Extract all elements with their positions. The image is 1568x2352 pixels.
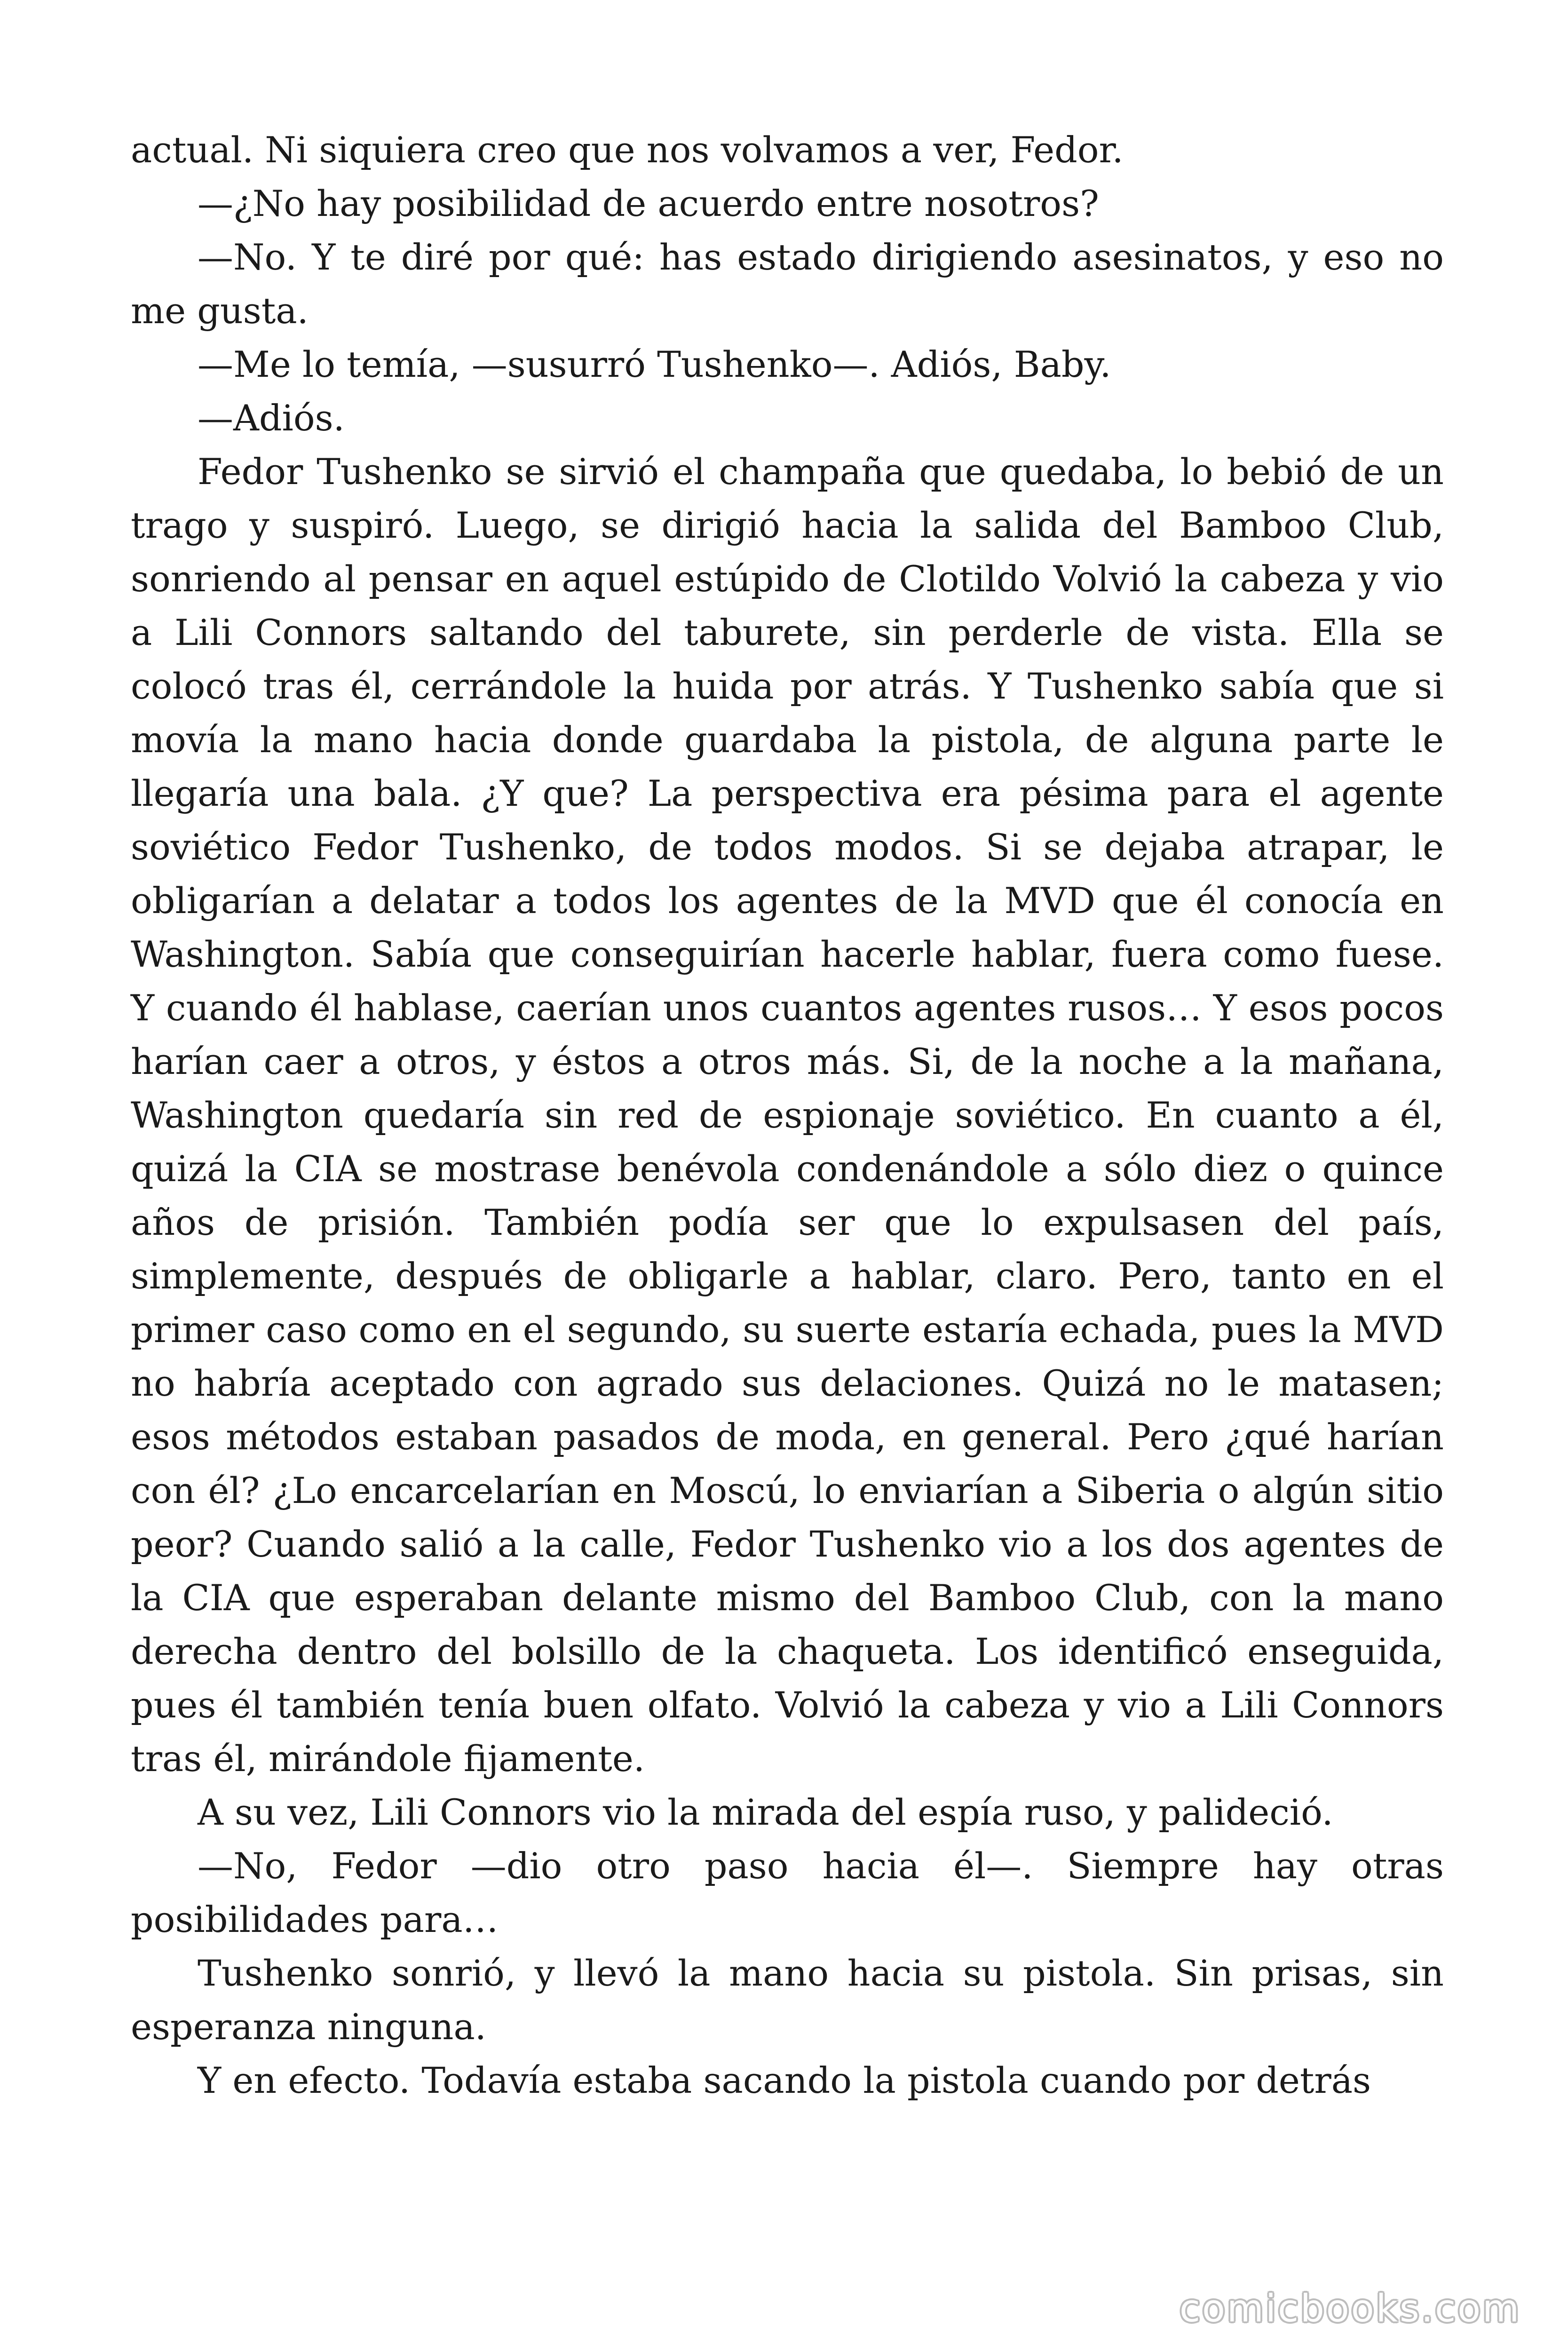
- paragraph-dialogue-1: —¿No hay posibilidad de acuerdo entre nosotros?: [198, 183, 1099, 224]
- paragraph-continuation: actual. Ni siquiera creo que nos volvamos a ver, Fedor.: [131, 129, 1124, 171]
- paragraph-dialogue-5: —No, Fedor —dio otro paso hacia él—. Siempre hay otras posibilidades para…: [131, 1845, 1444, 1940]
- paragraph-dialogue-4: —Adiós.: [198, 397, 345, 439]
- paragraph-dialogue-2: —No. Y te diré por qué: has estado dirigiendo asesinatos, y eso no me gusta.: [131, 236, 1444, 332]
- body-text: [131, 123, 1444, 2107]
- paragraph-narration-2: A su vez, Lili Connors vio la mirada del espía ruso, y palideció.: [198, 1791, 1333, 1833]
- paragraph-narration-1: Fedor Tushenko se sirvió el champaña que quedaba, lo bebió de un trago y suspiró. Luego, se dirigió hacia la salida del Bamboo Club, sonriendo al pensar en aquel estúpido de Clotildo Volvió la cabeza y vio a Lili Connors saltando del taburete, sin perderle de vista. Ella se colocó tras él, cerrándole la huida por atrás. Y Tushenko sabía que si movía la mano hacia donde guardaba la pistola, de alguna parte le llegaría una bala. ¿Y que? La perspectiva era pésima para el agente soviético Fedor Tushenko, de todos modos. Si se dejaba atrapar, le obligarían a delatar a todos los agentes de la MVD que él conocía en Washington. Sabía que conseguirían hacerle hablar, fuera como fuese. Y cuando él hablase, caerían unos cuantos agentes rusos… Y esos pocos harían caer a otros, y éstos a otros más. Si, de la noche a la mañana, Washington quedaría sin red de espionaje soviético. En cuanto a él, quizá la CIA se mostrase benévola condenándole a sólo diez o quince años de prisión. También podía ser que lo expulsasen del país, simplemente, después de obligarle a hablar, claro. Pero, tanto en el primer caso como en el segundo, su suerte estaría echada, pues la MVD no habría aceptado con agrado sus delaciones. Quizá no le matasen; esos métodos estaban pasados de moda, en general. Pero ¿qué harían con él? ¿Lo encarcelarían en Moscú, lo enviarían a Siberia o algún sitio peor? Cuando salió a la calle, Fedor Tushenko vio a los dos agentes de la CIA que esperaban delante mismo del Bamboo Club, con la mano derecha dentro del bolsillo de la chaqueta. Los identificó enseguida, pues él también tenía buen olfato. Volvió la cabeza y vio a Lili Connors tras él, mirándole fijamente.: [131, 451, 1444, 1780]
- paragraph-dialogue-3: —Me lo temía, —susurró Tushenko—. Adiós, Baby.: [198, 343, 1111, 385]
- paragraph-narration-4: Y en efecto. Todavía estaba sacando la pistola cuando por detrás: [198, 2059, 1371, 2101]
- watermark: comicbooks.com: [1179, 2287, 1521, 2330]
- paragraph-narration-3: Tushenko sonrió, y llevó la mano hacia su pistola. Sin prisas, sin esperanza ninguna.: [131, 1952, 1444, 2048]
